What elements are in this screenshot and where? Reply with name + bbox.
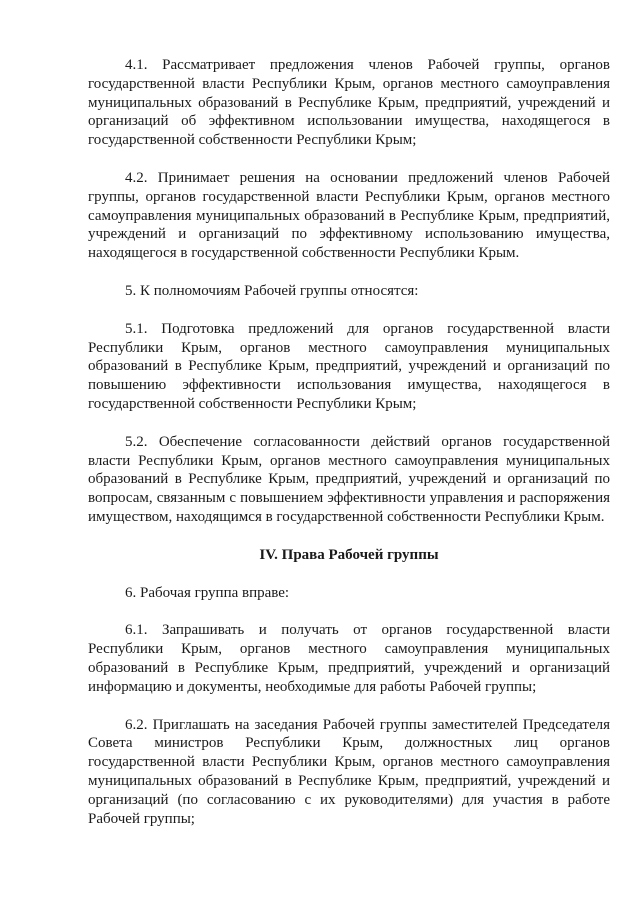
section-heading-iv: IV. Права Рабочей группы	[259, 546, 439, 563]
paragraph-4-1: 4.1. Рассматривает предложения членов Рабочей группы, органов государственной власти Республики Крым, органов местного самоуправления муниципальных образований в Республике Крым, предприятий, учреждений и организаций об эффективном использовании имущества, находящегося в государственной собственности Республики Крым;	[88, 57, 610, 149]
paragraph-5: 5. К полномочиям Рабочей группы относятся:	[125, 282, 419, 299]
paragraph-5-1: 5.1. Подготовка предложений для органов государственной власти Республики Крым, органов местного самоуправления муниципальных образований в Республике Крым, предприятий, учреждений и организаций по повышению эффективности использования имущества, находящегося в государственной собственности Республики Крым;	[88, 320, 610, 412]
paragraph-6: 6. Рабочая группа вправе:	[125, 584, 290, 601]
paragraph-6-1: 6.1. Запрашивать и получать от органов государственной власти Республики Крым, органов местного самоуправления муниципальных образований в Республике Крым, предприятий, учреждений и организаций информацию и документы, необходимые для работы Рабочей группы;	[88, 622, 610, 695]
paragraph-4-2: 4.2. Принимает решения на основании предложений членов Рабочей группы, органов государственной власти Республики Крым, органов местного самоуправления муниципальных образований в Республике Крым, предприятий, учреждений и организаций по эффективному использованию имущества, находящегося в государственной собственности Республики Крым.	[88, 169, 610, 262]
paragraph-6-2: 6.2. Приглашать на заседания Рабочей группы заместителей Председателя Совета министров Республики Крым, должностных лиц органов государственной власти Республики Крым, органов местного самоуправления муниципальных образований в Республике Крым, предприятий, учреждений и организаций (по согласованию с их руководителями) для участия в работе Рабочей группы;	[88, 716, 610, 827]
paragraph-5-2: 5.2. Обеспечение согласованности действий органов государственной власти Республики Крым, органов местного самоуправления муниципальных образований в Республике Крым, предприятий, учреждений и организаций по вопросам, связанным с повышением эффективности управления и распоряжения имуществом, находящимся в государственной собственности Республики Крым.	[88, 433, 610, 525]
document-page	[88, 56, 610, 847]
